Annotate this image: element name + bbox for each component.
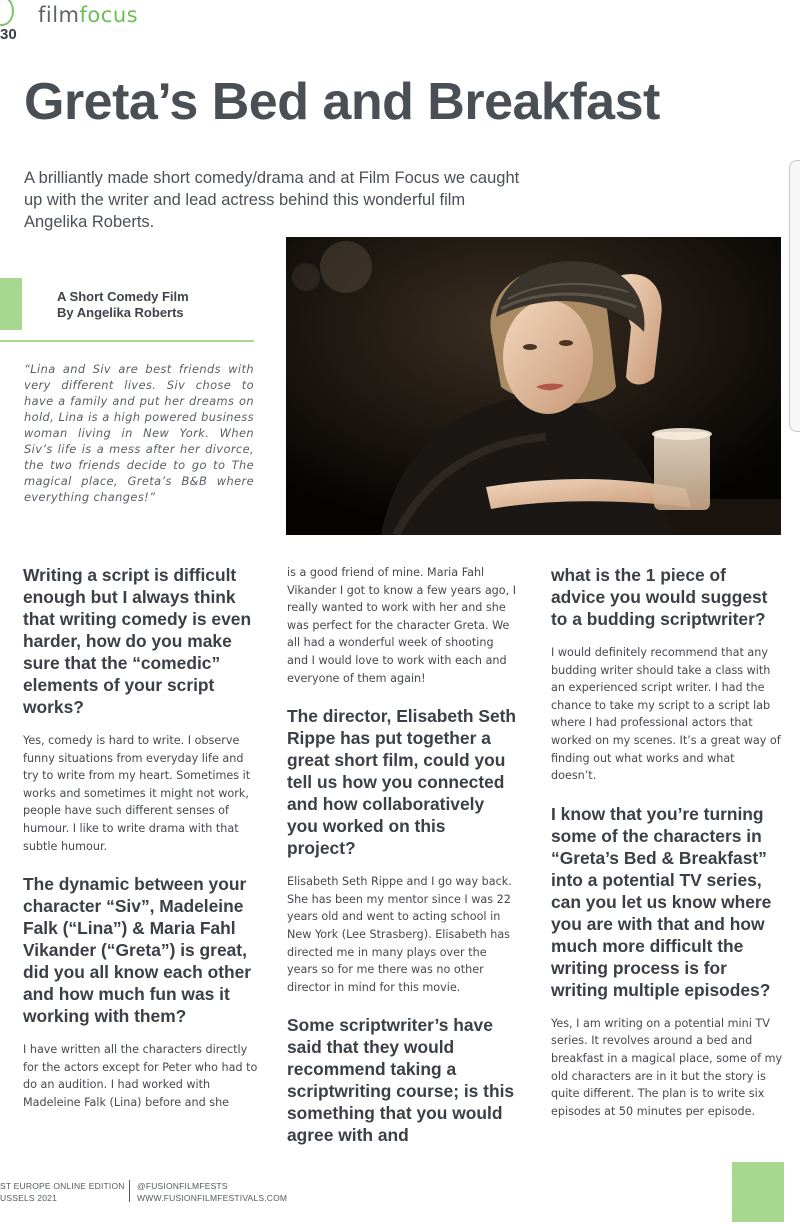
answer-1: Yes, comedy is hard to write. I observe funny situations from everyday life and try to write from my heart. Sometimes it works and sometimes it might not work, people have such different senses of humour. I like to write drama with that subtle humour.: [23, 734, 251, 853]
accent-bar: [0, 278, 22, 330]
brand-film: film: [38, 3, 80, 27]
column-2: [287, 564, 517, 1146]
film-type: A Short Comedy Film: [57, 289, 189, 304]
question-1: Writing a script is difficult enough but I always think that writing comedy is even harder, how do you make sure that the “comedic” elements of your script works?: [23, 565, 252, 717]
page-number: 30: [0, 26, 17, 43]
question-2: The dynamic between your character “Siv”, Madeleine Falk (“Lina”) & Maria Fahl Vikander (“Greta”) is great, did you all know each other and how much fun was it working with them?: [23, 874, 252, 1027]
answer-2-part-2: is a good friend of mine. Maria Fahl Vikander I got to know a few years ago, I really wanted to work with her and she was perfect for the character Greta. We all had a wonderful week of shooting and I would love to work with each and everyone of them again!: [287, 566, 517, 685]
answer-2-part-1: I have written all the characters directly for the actors except for Peter who had to do an audition. I had worked with Madeleine Falk (Lina) before and she: [23, 1043, 258, 1109]
footer-divider: [129, 1180, 130, 1202]
logo-ring: [0, 0, 14, 26]
question-4-part-1: Some scriptwriter’s have said that they would recommend taking a scriptwriting course; is this something that you would agree with and: [287, 1015, 515, 1146]
question-5: I know that you’re turning some of the characters in “Greta’s Bed & Breakfast” into a potential TV series, can you let us know where you are with that and how much more difficult the writing process is for writing multiple episodes?: [551, 803, 772, 1000]
footer-website-link[interactable]: WWW.FUSIONFILMFESTIVALS.COM: [137, 1193, 288, 1203]
photo-illustration: [286, 237, 781, 535]
footer-edition-line2: USSELS 2021: [0, 1193, 58, 1203]
footer-edition: [0, 1180, 125, 1204]
column-1: [23, 564, 258, 1112]
film-author: By Angelika Roberts: [57, 305, 184, 320]
footer-edition-line1: ST EUROPE ONLINE EDITION: [0, 1181, 125, 1191]
footer-social-handle[interactable]: @FUSIONFILMFESTS: [137, 1181, 228, 1191]
film-info: [57, 289, 189, 321]
page-edge-tab: [789, 160, 800, 432]
column-3: [551, 564, 783, 1120]
corner-accent: [732, 1162, 784, 1222]
footer-links: [137, 1180, 287, 1204]
answer-4: I would definitely recommend that any budding writer should take a class with an experienced script writer. I had the chance to take my script to a script lab where I had professional actors that worked on my scenes. It’s a great way of finding out what works and what doesn’t.: [551, 646, 781, 783]
actress-photo: [286, 237, 781, 535]
brand-focus: focus: [79, 3, 139, 27]
question-3: The director, Elisabeth Seth Rippe has put together a great short film, could you tell us how you connected and how collaboratively you worked on this project?: [287, 706, 517, 859]
article-intro: A brilliantly made short comedy/drama and at Film Focus we caught up with the writer and lead actress behind this wonderful film Angelika Roberts.: [24, 169, 520, 231]
answer-5: Yes, I am writing on a potential mini TV series. It revolves around a bed and breakfast in a magical place, some of my old characters are in it but the story is quite different. The plan is to write six episodes at 50 minutes per episode.: [551, 1016, 783, 1118]
article-title: Greta’s Bed and Breakfast: [24, 73, 660, 131]
answer-3: Elisabeth Seth Rippe and I go way back. She has been my mentor since I was 22 years old and went to acting school in New York (Lee Strasberg). Elisabeth has directed me in many plays over the years so for me there was no other director in mind for this movie.: [287, 875, 512, 994]
question-4-part-2: what is the 1 piece of advice you would suggest to a budding scriptwriter?: [551, 565, 768, 629]
brand-logo: [38, 3, 138, 27]
divider-rule: [0, 340, 254, 342]
film-synopsis: “Lina and Siv are best friends with very different lives. Siv chose to have a family and put her dreams on hold, Lina is a high powered business woman living in New York. When Siv’s life is a mess after her divorce, the two friends decide to go to The magical place, Greta’s B&B where everything changes!”: [24, 362, 254, 504]
